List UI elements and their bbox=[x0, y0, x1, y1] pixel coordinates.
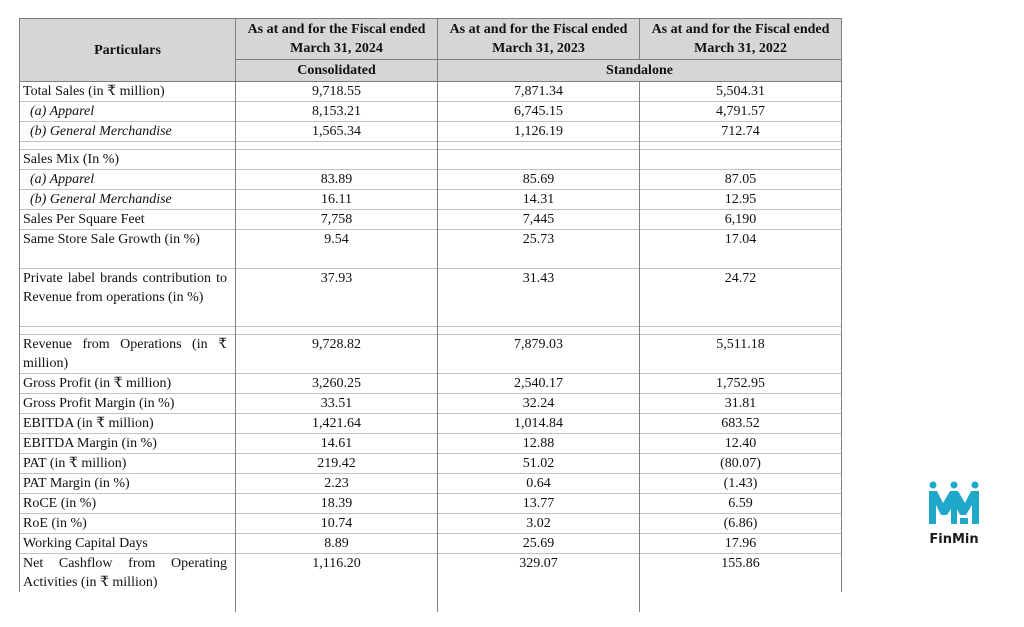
cell-fy2023: 1,126.19 bbox=[438, 122, 640, 142]
spacer-row bbox=[20, 142, 842, 150]
header-consolidated: Consolidated bbox=[236, 60, 438, 82]
row-label: (a) Apparel bbox=[20, 170, 236, 190]
table-row bbox=[20, 434, 842, 454]
table-row bbox=[20, 269, 842, 327]
table-row bbox=[20, 82, 842, 102]
cell-fy2024: 18.39 bbox=[236, 494, 438, 514]
row-label: Revenue from Operations (in ₹ million) bbox=[20, 335, 236, 374]
table-row bbox=[20, 394, 842, 414]
financial-table bbox=[19, 18, 842, 612]
table-row bbox=[20, 230, 842, 269]
cell-fy2024: 7,758 bbox=[236, 210, 438, 230]
cell-fy2022: (6.86) bbox=[640, 514, 842, 534]
cell-fy2023 bbox=[438, 150, 640, 170]
cell-fy2022: 87.05 bbox=[640, 170, 842, 190]
cell-fy2023: 2,540.17 bbox=[438, 374, 640, 394]
row-label: Gross Profit (in ₹ million) bbox=[20, 374, 236, 394]
cell-fy2023: 329.07 bbox=[438, 554, 640, 593]
cell-fy2022: (80.07) bbox=[640, 454, 842, 474]
table-row bbox=[20, 414, 842, 434]
row-label: Net Cashflow from Operating Activities (in ₹ million) bbox=[20, 554, 236, 593]
header-standalone: Standalone bbox=[438, 60, 842, 82]
row-label: PAT Margin (in %) bbox=[20, 474, 236, 494]
cell-fy2023: 1,014.84 bbox=[438, 414, 640, 434]
cell-fy2023: 14.31 bbox=[438, 190, 640, 210]
cell-fy2023: 7,879.03 bbox=[438, 335, 640, 374]
row-label: RoCE (in %) bbox=[20, 494, 236, 514]
row-label: Working Capital Days bbox=[20, 534, 236, 554]
cell-fy2023: 31.43 bbox=[438, 269, 640, 327]
cell-fy2023: 7,871.34 bbox=[438, 82, 640, 102]
cell-fy2023: 32.24 bbox=[438, 394, 640, 414]
table-row bbox=[20, 514, 842, 534]
header-row bbox=[20, 19, 842, 60]
cell-fy2024: 33.51 bbox=[236, 394, 438, 414]
cell-fy2024: 219.42 bbox=[236, 454, 438, 474]
cell-fy2023: 25.69 bbox=[438, 534, 640, 554]
table-row bbox=[20, 122, 842, 142]
row-label: Sales Per Square Feet bbox=[20, 210, 236, 230]
row-label: Total Sales (in ₹ million) bbox=[20, 82, 236, 102]
table-row bbox=[20, 474, 842, 494]
header-particulars: Particulars bbox=[20, 19, 236, 82]
cell-fy2023: 25.73 bbox=[438, 230, 640, 269]
spacer-row bbox=[20, 327, 842, 335]
cell-fy2022: 12.40 bbox=[640, 434, 842, 454]
cell-fy2024: 83.89 bbox=[236, 170, 438, 190]
cell-fy2024: 8,153.21 bbox=[236, 102, 438, 122]
cell-fy2024: 9,718.55 bbox=[236, 82, 438, 102]
cell-fy2022: 17.96 bbox=[640, 534, 842, 554]
spacer-row bbox=[20, 592, 842, 612]
cell-fy2022: 31.81 bbox=[640, 394, 842, 414]
cell-fy2022 bbox=[640, 150, 842, 170]
cell-fy2024: 8.89 bbox=[236, 534, 438, 554]
cell-fy2022: 683.52 bbox=[640, 414, 842, 434]
table-row bbox=[20, 454, 842, 474]
cell-fy2022: 6,190 bbox=[640, 210, 842, 230]
cell-fy2024: 16.11 bbox=[236, 190, 438, 210]
cell-fy2024: 9,728.82 bbox=[236, 335, 438, 374]
cell-fy2022: 5,504.31 bbox=[640, 82, 842, 102]
cell-fy2022: 712.74 bbox=[640, 122, 842, 142]
cell-fy2024: 3,260.25 bbox=[236, 374, 438, 394]
cell-fy2022: (1.43) bbox=[640, 474, 842, 494]
cell-fy2022: 1,752.95 bbox=[640, 374, 842, 394]
header-fy2023: As at and for the Fiscal ended March 31, 2023 bbox=[438, 19, 640, 60]
cell-fy2023: 0.64 bbox=[438, 474, 640, 494]
row-label: Private label brands contribution to Revenue from operations (in %) bbox=[20, 269, 236, 327]
cell-fy2024: 14.61 bbox=[236, 434, 438, 454]
table-row bbox=[20, 494, 842, 514]
row-label: (b) General Merchandise bbox=[20, 190, 236, 210]
cell-fy2024: 1,116.20 bbox=[236, 554, 438, 593]
cell-fy2023: 6,745.15 bbox=[438, 102, 640, 122]
table-row bbox=[20, 102, 842, 122]
cell-fy2022: 155.86 bbox=[640, 554, 842, 593]
cell-fy2022: 24.72 bbox=[640, 269, 842, 327]
logo-text: FinMin bbox=[929, 532, 979, 547]
row-label: EBITDA Margin (in %) bbox=[20, 434, 236, 454]
cell-fy2024: 2.23 bbox=[236, 474, 438, 494]
cell-fy2023: 51.02 bbox=[438, 454, 640, 474]
cell-fy2023: 3.02 bbox=[438, 514, 640, 534]
finmin-logo bbox=[916, 478, 992, 552]
cell-fy2022: 12.95 bbox=[640, 190, 842, 210]
cell-fy2023: 85.69 bbox=[438, 170, 640, 190]
row-label: EBITDA (in ₹ million) bbox=[20, 414, 236, 434]
header-fy2024: As at and for the Fiscal ended March 31, 2024 bbox=[236, 19, 438, 60]
row-label: PAT (in ₹ million) bbox=[20, 454, 236, 474]
table-row bbox=[20, 374, 842, 394]
row-label: Sales Mix (In %) bbox=[20, 150, 236, 170]
table-row bbox=[20, 534, 842, 554]
cell-fy2022: 17.04 bbox=[640, 230, 842, 269]
cell-fy2024 bbox=[236, 150, 438, 170]
header-fy2022: As at and for the Fiscal ended March 31, 2022 bbox=[640, 19, 842, 60]
table-row bbox=[20, 150, 842, 170]
cell-fy2022: 5,511.18 bbox=[640, 335, 842, 374]
cell-fy2024: 10.74 bbox=[236, 514, 438, 534]
row-label: (b) General Merchandise bbox=[20, 122, 236, 142]
row-label: (a) Apparel bbox=[20, 102, 236, 122]
finmin-logo-icon bbox=[926, 478, 982, 532]
row-label: Gross Profit Margin (in %) bbox=[20, 394, 236, 414]
cell-fy2024: 37.93 bbox=[236, 269, 438, 327]
table-row bbox=[20, 554, 842, 593]
cell-fy2023: 13.77 bbox=[438, 494, 640, 514]
table-row bbox=[20, 170, 842, 190]
row-label: RoE (in %) bbox=[20, 514, 236, 534]
table-row bbox=[20, 190, 842, 210]
cell-fy2022: 4,791.57 bbox=[640, 102, 842, 122]
cell-fy2023: 7,445 bbox=[438, 210, 640, 230]
cell-fy2022: 6.59 bbox=[640, 494, 842, 514]
row-label: Same Store Sale Growth (in %) bbox=[20, 230, 236, 269]
table-row bbox=[20, 210, 842, 230]
cell-fy2024: 1,421.64 bbox=[236, 414, 438, 434]
table-row bbox=[20, 335, 842, 374]
cell-fy2023: 12.88 bbox=[438, 434, 640, 454]
cell-fy2024: 1,565.34 bbox=[236, 122, 438, 142]
cell-fy2024: 9.54 bbox=[236, 230, 438, 269]
